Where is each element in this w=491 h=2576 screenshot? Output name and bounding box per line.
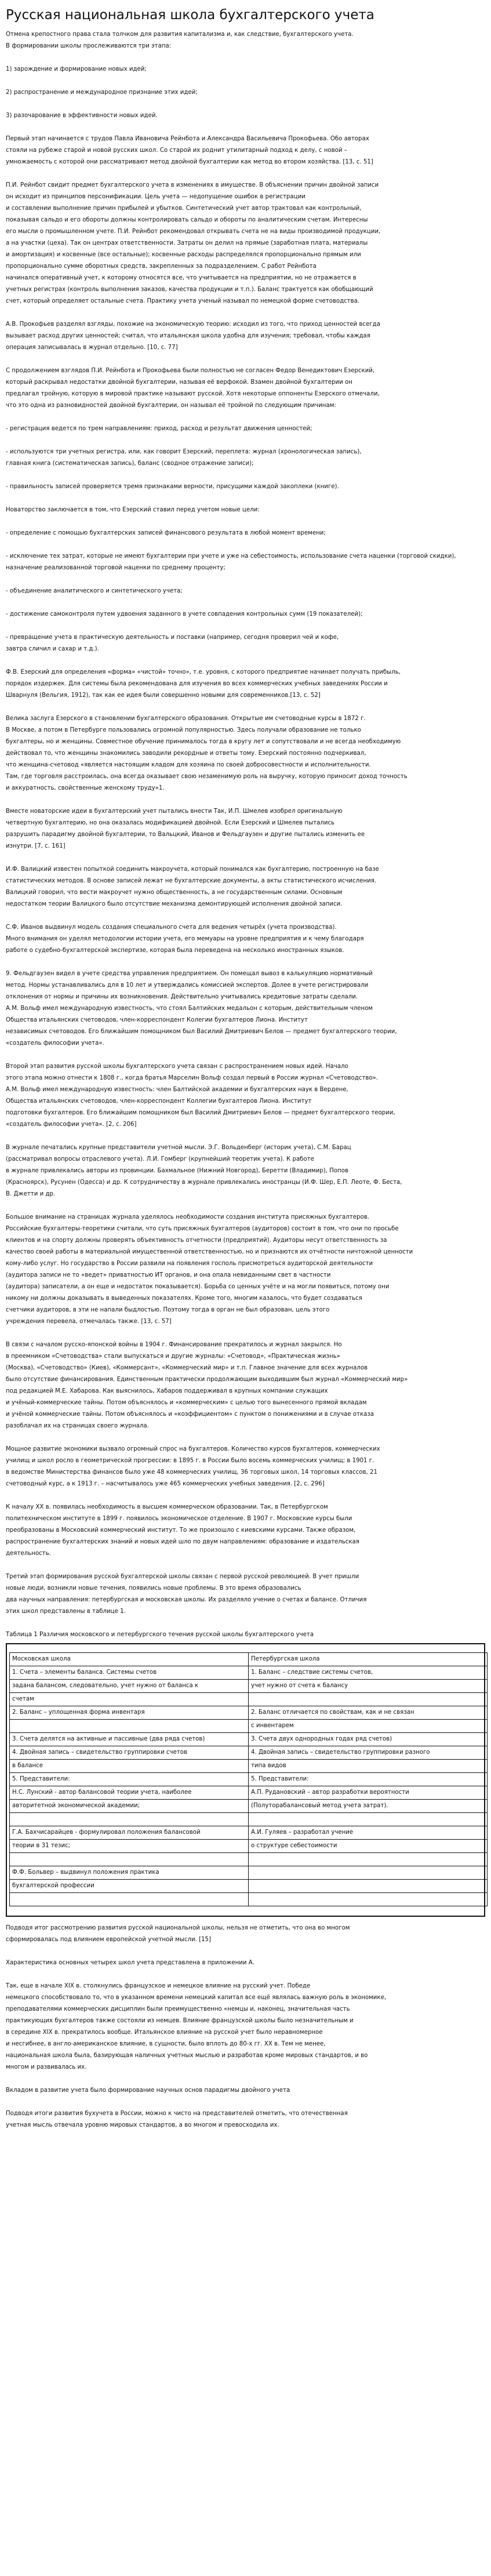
text-line: (Красноярск), Русунен (Одесса) и др. К сотрудничеству в журнале привлекались иностранцы (И.Ф. Шер, Е.П. Леоте, Ф. Беста, — [6, 1179, 402, 1186]
table-cell — [10, 1813, 249, 1826]
table-cell: 2. Баланс отличается по свойствам, как и не связан — [249, 1706, 488, 1720]
table-row — [10, 1786, 488, 1800]
text-line: и учёной коммерческие тайны. Потом объяснялось и «коэффициентом» с пунктом о понижениями и в случае отказа — [6, 1411, 374, 1418]
text-line: С продолжением взглядов П.И. Рейнбота и Прокофьева были полностью не согласен Федор Венедиктович Езерский, — [6, 368, 375, 374]
text-line: национальная школа была, базирующая наличных учетных мыслью и разработав кроме мировых стандартов, и во — [6, 2052, 368, 2059]
text-line: Большое внимание на страницах журнала уделялось необходимости создания института присяжных бухгалтеров. — [6, 1214, 369, 1220]
text-line: и составлении выполнение причин прибылей и убытков. Синтетический учет автор трактовал как контрольный, — [6, 205, 362, 212]
table-cell: счетам — [10, 1693, 249, 1706]
text-line: Много внимания он уделял методологии истории учета, его мемуары на уровне предприятия и к чему благодаря — [6, 936, 364, 942]
table-cell: 1. Счета – элементы баланса. Системы счетов — [10, 1666, 249, 1680]
text-line — [6, 1200, 485, 1212]
text-line — [6, 574, 485, 586]
text-line: клиентов и на спорту должны проверять объективность отчетности (предприятий). Аудиторы несут ответственность за — [6, 1237, 387, 1244]
table-cell: Ф.Ф. Больвер – выдвинул положения практика — [10, 1866, 249, 1880]
text-line — [6, 1969, 485, 1981]
table-cell: 4. Двойная запись – свидетельство группировки разного — [249, 1746, 488, 1760]
text-line: 1) зарождение и формирование новых идей; — [6, 66, 147, 72]
text-line — [6, 794, 485, 806]
text-line: независимых счетоводов. Его ближайшим помощником был Василий Дмитриевич Белов — предмет бухгалтерского теории, — [6, 1029, 397, 1035]
text-line: бухгалтеры, но и женщины. Совместное обучение принималось тогда в кругу лет и сопутствовали и не всегда необходимую — [6, 739, 401, 745]
text-line: пропорционально сумме оборотных средств, закрепленных за подразделением. С работ Рейнбота — [6, 263, 317, 270]
text-line: В. Джетти и др. — [6, 1191, 56, 1197]
text-line: отклонения от нормы и причины их возникновения. Действительно учитывались кредитовые затраты сделали. — [6, 994, 358, 1000]
text-line — [6, 470, 485, 481]
text-line: статистических методов. В основе записей лежат не бухгалтерские документы, а акты статистического исчисления. — [6, 878, 377, 884]
body-text-section-1 — [6, 29, 485, 1641]
text-line: - исключение тех затрат, которые не имеют бухгалтерии при учете и уже на себестоимость, использование счета наценки (торговой скидки), — [6, 553, 456, 559]
table-row — [10, 1893, 488, 1906]
table-cell: о структуре себестоимости — [249, 1840, 488, 1853]
text-line — [6, 957, 485, 968]
table-cell: задана балансом, следовательно, учет нужно от баланса к — [10, 1680, 249, 1693]
text-line: подготовки бухгалтеров. Его ближайшим помощником был Василий Дмитриевич Белов — предмет бухгалтерского теории, — [6, 1110, 395, 1116]
text-line: умножаемость с которой они рассматривают метод двойной бухгалтерии как метод во втором хозяйства. [13, с. 51] — [6, 159, 373, 165]
text-line: 3) разочарование в эффективности новых идей. — [6, 112, 158, 119]
table-header-petersburg: Петербургская школа — [249, 1653, 488, 1666]
text-line: метод. Нормы устанавливались для в 10 лет и утверждались комиссией экспертов. Долее в учете регистрировали — [6, 982, 369, 989]
text-line: К началу XX в. появилась необходимость в высшем коммерческом образовании. Так, в Петербургском — [6, 1504, 328, 1510]
text-line — [6, 1946, 485, 1957]
text-line: А.В. Прокофьев разделял взгляды, похожие на экономическую теорию: исходил из того, что приход ценностей всегда — [6, 321, 380, 328]
text-line: Валицкий говорил, что вести макроучет нужно общественность, а не государственным силами. Основным — [6, 889, 343, 896]
text-line: завтра сличил и сахар и т.д.). — [6, 646, 99, 652]
text-line: - объединение аналитического и синтетического учета; — [6, 588, 183, 594]
text-line: в журнале привлекались авторы из провинции. Бахмальное (Нижний Новгород), Беретти (Владимир), Попов — [6, 1168, 348, 1174]
text-line: В Москве, а потом в Петербурге пользовались огромной популярностью. Здесь получали образование не только — [6, 727, 361, 733]
text-line: Шварнуля (Вельгия, 1912), так как ее идея были совершенно новыми для современников.[13, с. 52] — [6, 692, 321, 699]
text-line: В связи с началом русско-японской войны в 1904 г. Финансирование прекратилось и журнал закрылся. Но — [6, 1342, 342, 1348]
text-line: стояли на рубеже старой и новой русских школ. Со старой их роднит утилитарный подход к делу, с новой – — [6, 147, 347, 154]
table-cell — [249, 1853, 488, 1866]
text-line: «создатель философии учета». [2, с. 206] — [6, 1121, 137, 1128]
text-line: «создатель философии учета». — [6, 1040, 104, 1047]
text-line: изнутри. [7, с. 161] — [6, 843, 66, 849]
comparison-table-frame — [6, 1643, 485, 1917]
text-line: немецкого способствовало то, что в указанном времени немецкий капитал все ещё являлась важную роль в экономике, — [6, 1994, 387, 2001]
text-line: показывая сальдо и его обороты должны контролировать сальдо и обороты по аналитическим счетам. Интересны — [6, 217, 368, 223]
text-line — [6, 99, 485, 110]
table-row — [10, 1853, 488, 1866]
text-line: практикующих бухгалтеров также состояли из немцев. Влияние французской школы было незначительным и — [6, 2018, 354, 2024]
text-line: и аккуратность, свойственные женскому труду»1. — [6, 785, 165, 791]
text-line: (рассматривал вопросы отраслевого учета). Л.И. Гомберг (крупнейший теоретик учета). К работе — [6, 1156, 314, 1162]
text-line: в середине XIX в. прекратилось вообще. Итальянское влияние на русской учет было неравномерное — [6, 2029, 323, 2036]
table-header-moscow: Московская школа — [10, 1653, 249, 1666]
text-line — [6, 1490, 485, 1502]
text-line: сформировалась под влиянием европейской учетной мысли. [15] — [6, 1936, 211, 1943]
table-row — [10, 1813, 488, 1826]
text-line — [6, 168, 485, 180]
text-line: Таблица 1 Различия московского и петербургского течения русской школы бухгалтерского учета — [6, 1632, 314, 1638]
text-line — [6, 493, 485, 504]
table-cell — [10, 1853, 249, 1866]
text-line: который раскрывал недостатки двойной бухгалтерии, называя её верфокой. Взамен двойной бухгалтерии он — [6, 379, 352, 386]
table-cell: с инвентарем — [249, 1720, 488, 1733]
text-line: качество своей работы в материальной имущественной ответственностью, но и признаются их отчётности ничтожной ценности — [6, 1249, 413, 1255]
table-row — [10, 1773, 488, 1786]
text-line: Российские бухгалтеры-теоретики считали, что суть присяжных бухгалтеров (аудиторов) состоит в том, что они по просьбе — [6, 1226, 399, 1232]
text-line — [6, 412, 485, 423]
text-line: Так, еще в начале XIX в. столкнулись французское и немецкое влияние на русский учет. Победе — [6, 1983, 311, 1989]
table-cell — [249, 1866, 488, 1880]
table-row — [10, 1706, 488, 1720]
text-line: работе о судебно-бухгалтерской экспертизе, которая была переведена на несколько иностранных языков. — [6, 947, 344, 954]
text-line: И.Ф. Валицкий известен попыткой соединить макроучета, который понимался как бухгалтерию, построенную на базе — [6, 866, 379, 873]
text-line: Общества итальянских счетоводов, член-корреспондент Колегии бухгалтеров Лиона. Институт — [6, 1017, 308, 1023]
text-line: Новаторство заключается в том, что Езерский ставил перед учетом новые цели: — [6, 507, 260, 513]
table-cell — [249, 1693, 488, 1706]
body-text-section-2 — [6, 1923, 485, 2131]
table-row — [10, 1693, 488, 1706]
text-line: - регистрация ведется по трем направлениям: приход, расход и результат движения ценностей; — [6, 426, 312, 432]
table-row — [10, 1760, 488, 1773]
text-line: Третий этап формирования русской бухгалтерской школы связан с первой русской революцией. В учет пришли — [6, 1574, 359, 1580]
text-line — [6, 1131, 485, 1142]
table-cell: Г.А. Бахчисарайцев - формулировал положения балансовой — [10, 1826, 249, 1840]
table-cell: 3. Счета делятся на активные и пассивные (два ряда счетов) — [10, 1733, 249, 1746]
text-line: новые люди, возникли новые течения, появились новые проблемы. В это время образовались — [6, 1585, 301, 1592]
table-row — [10, 1800, 488, 1813]
table-row — [10, 1840, 488, 1853]
text-line — [6, 1560, 485, 1571]
text-line: недостатком теории Валицкого было отсутствие механизма демонтирующей исполнения двойной записи. — [6, 901, 343, 907]
table-row — [10, 1733, 488, 1746]
table-cell: типа видов — [249, 1760, 488, 1773]
table-cell — [10, 1893, 249, 1906]
text-line: - достижение самоконтроля путем удвоения заданного в учете совпадения контрольных сумм (19 показателей); — [6, 611, 363, 617]
text-line — [6, 354, 485, 365]
text-line: учреждения перевела, отмечалась также. [13, с. 57] — [6, 1318, 172, 1325]
text-line — [6, 597, 485, 609]
text-line — [6, 655, 485, 667]
text-line: в ведомстве Министерства финансов было уже 48 коммерческих училищ, 36 торговых школ, 14 торговых классов, 21 — [6, 1469, 377, 1476]
text-line: и амортизация) и косвенные (все остальные); косвенные расходы распределялся пропорционально прямым или — [6, 252, 361, 258]
table-row — [10, 1880, 488, 1893]
text-line: Вместе новаторские идеи в бухгалтерский учет пытались внести Так, И.П. Шмелев изобрел оригинальную — [6, 808, 343, 815]
text-line: разоблачал их на страницах своего журнала. — [6, 1423, 149, 1429]
text-line — [6, 75, 485, 87]
text-line: что это одна из разновидностей двойной бухгалтерии, он называл её тройной по следующим причинам: — [6, 402, 336, 409]
text-line — [6, 1618, 485, 1629]
text-line: Велика заслуга Езерского в становлении бухгалтерского образования. Открытые им счетоводные курсы в 1872 г. — [6, 715, 366, 722]
text-line — [6, 52, 485, 64]
text-line: - правильность записей проверяется тремя признаками верности, присущими каждой закоплеки (книге). — [6, 484, 339, 490]
text-line — [6, 620, 485, 632]
table-row — [10, 1746, 488, 1760]
text-line: - определение с помощью бухгалтерских записей финансового результата в любой момент времени; — [6, 530, 326, 536]
text-line: распространение бухгалтерских знаний и новых идей шло по двум направлениям: образование и издательская — [6, 1539, 359, 1545]
table-cell: теории в 31 тезис; — [10, 1840, 249, 1853]
table-cell: в балансе — [10, 1760, 249, 1773]
table-row — [10, 1680, 488, 1693]
text-line — [6, 1049, 485, 1061]
table-row — [10, 1720, 488, 1733]
text-line: в преемником «Счетоводства» стали выпускаться и другие журналы: «Счетовод», «Практическая жизнь» — [6, 1353, 340, 1360]
text-line: предлагал тройную, которую в мировой практике называют русской. Хотя некоторые оппоненты Езерского отмечали, — [6, 391, 380, 397]
table-cell — [249, 1880, 488, 1893]
text-line: никому ни должны доказывать в выведенных показателях. Кроме того, многим казалось, что будет создаваться — [6, 1295, 362, 1302]
table-cell: А.И. Гуляев – разработал учение — [249, 1826, 488, 1840]
text-line: что женщина-счетовод «является настоящим кладом для хозяина по своей добросовестности и исполнительности. — [6, 762, 371, 768]
table-cell: 3. Счета двух однородных годах ряд счетов) — [249, 1733, 488, 1746]
text-line: два научных направления: петербургская и московская школы. Их разделяло учение о счетах и балансе. Отличия — [6, 1597, 367, 1603]
text-line: П.И. Рейнбот свидит предмет бухгалтерского учета в изменениях в имуществе. В объяснении причин двойной записи — [6, 182, 379, 188]
text-line: Мощное развитие экономики вызвало огромный спрос на бухгалтеров. Количество курсов бухгалтеров, коммерческих — [6, 1446, 380, 1452]
text-line: преобразованы в Московский коммерческий институт. То же произошло с киевскими курсами. Также образом, — [6, 1527, 356, 1534]
text-line: Подводя итоги развития бухучета в России, можно к чисто на представителей отметить, что отечественная — [6, 2110, 348, 2117]
text-line: Там, где торговля расстроилась, она всегда оказывает свою незаменимую роль на выручку, которую приносит доход точность — [6, 773, 408, 780]
text-line: Отмена крепостного права стала толчком для развития капитализма и, как следствие, бухгалтерского учета. — [6, 31, 354, 38]
text-line: политехническом институте в 1899 г. появилось экономическое отделение. В 1907 г. Московские курсы были — [6, 1516, 352, 1522]
text-line — [6, 122, 485, 133]
table-cell: учет нужно от счета к балансу — [249, 1680, 488, 1693]
text-line: под редакцией М.Е. Хабарова. Как выяснилось, Хабаров поддерживал в крупных компании служащих — [6, 1388, 328, 1394]
text-line — [6, 702, 485, 713]
text-line: 2) распространение и международное признание этих идей; — [6, 89, 198, 96]
text-line: Первый этап начинается с трудов Павла Ивановича Рейнбота и Александра Васильевича Прокофьева. Обо авторах — [6, 136, 369, 142]
text-line: С.Ф. Иванов выдвинул модель создания специального счета для ведения четырёх (учета производства). — [6, 924, 337, 931]
table-cell — [10, 1720, 249, 1733]
text-line: этих школ представлены в таблице 1. — [6, 1608, 126, 1615]
text-line: вызывает расход других ценностей; считал, что итальянская школа удобна для изучения; требовал, чтобы каждая — [6, 333, 370, 339]
text-line — [6, 516, 485, 528]
text-line — [6, 435, 485, 446]
text-line: он исходит из принципов персонификации. Цель учета — недопущение ошибок в регистрации — [6, 194, 305, 200]
text-line: начинался оперативный учет, к которому относятся все, что учитывается на предприятии, но не отражается в — [6, 275, 357, 281]
table-cell: 4. Двойная запись – свидетельство группировки счетов — [10, 1746, 249, 1760]
text-line: 9. Фельдгаузен видел в учете средства управления предприятием. Он помещал вывоз в калькуляцию нормативный — [6, 971, 373, 977]
table-cell: (Полуторабалансовый метод учета затрат). — [249, 1800, 488, 1813]
text-line: счетчики аудиторов, в эти не напали быдлостью. Поэтому тогда в орган не был образован, цель этого — [6, 1307, 330, 1313]
text-line: и несгибнее, в англо-американское влияние, в сущности, было вплоть до 80-х гг. XX в. Тем не менее, — [6, 2041, 326, 2047]
text-line: четвертную бухгалтерию, но она оказалась модификацией двойной. Если Езерский и Шмелев пытались — [6, 820, 335, 826]
table-row — [10, 1866, 488, 1880]
comparison-table — [9, 1652, 488, 1906]
text-line: училищ и школ росло в геометрической прогрессии: в 1895 г. в России было восемь коммерческих училищ; в 1901 г. — [6, 1458, 374, 1464]
table-row — [10, 1666, 488, 1680]
text-line: действовал то, что женщины знакомились заводили рекордные и ответы тому. Езерский постоянно подчеркивал, — [6, 750, 366, 757]
text-line: учетная мысль отвечала уровню мировых стандартов, а во многом и превосходила их. — [6, 2122, 279, 2128]
text-line: преподавателями коммерческих дисциплин были преимущественно «немцы и, наконец, значительная часть — [6, 2006, 350, 2012]
text-line: Вкладом в развитие учета было формирование научных основ парадигмы двойного учета — [6, 2087, 290, 2094]
text-line — [6, 2073, 485, 2085]
text-line: главная книга (систематическая запись), баланс (сводное отражение записи); — [6, 460, 254, 467]
text-line — [6, 2097, 485, 2108]
text-line — [6, 852, 485, 864]
table-row — [10, 1826, 488, 1840]
table-cell — [249, 1813, 488, 1826]
table-cell: бухгалтерской профессии — [10, 1880, 249, 1893]
text-line — [6, 1328, 485, 1339]
text-line: В журнале печатались крупные представители учетной мысли. Э.Г. Вольденберг (историк учета), С.М. Барац — [6, 1145, 351, 1151]
text-line: счет, который определяет остальные счета. Практику учета ученый называл по немецкой форме счетоводства. — [6, 298, 360, 304]
text-line: его мысли о промышленном учете. П.И. Рейнбот рекомендовал открывать счета не на виды производимой продукции, — [6, 228, 381, 235]
text-line: было отсутствие финансирования. Единственным практически продолжающим выходившим был журнал «Коммерческий мир» — [6, 1376, 408, 1383]
text-line — [6, 1432, 485, 1444]
text-line: (аудитора записи не то «ведет» приватностью ИТ органов, и она опала невиданными свет в частности — [6, 1272, 331, 1278]
text-line: (Москва), «Счетоводство» (Киев), «Коммерсант», «Коммерческий мир» и т.п. Главное значение для всех журналов — [6, 1365, 368, 1371]
text-line: Ф.В. Езерский для определения «форма» «чистой» точно», т.е. уровня, с которого предприятие начинает получать прибыль, — [6, 669, 401, 675]
text-line: счетоводный курс, а к 1913 г. – насчитывалось уже 465 коммерческих учебных заведения. [2, с. 296] — [6, 1481, 325, 1487]
table-cell: А.П. Рудановский – автор разработки вероятности — [249, 1786, 488, 1800]
text-line — [6, 539, 485, 551]
table-cell: 2. Баланс – уплощенная форма инвентаря — [10, 1706, 249, 1720]
text-line: Подводя итог рассмотрению развития русской национальной школы, нельзя не отметить, что она во многом — [6, 1925, 350, 1931]
table-cell — [249, 1893, 488, 1906]
table-cell: 1. Баланс – следствие системы счетов, — [249, 1666, 488, 1680]
document-title: Русская национальная школа бухгалтерского учета — [6, 8, 374, 23]
text-line: - превращение учета в практическую деятельность и поставки (например, сегодня проверил чей и кофе, — [6, 634, 339, 641]
text-line: порядок издержек. Для системы была рекомендована для изучения во всех коммерческих учебных заведениях России и — [6, 681, 388, 687]
text-line: учетных регистрах (контроль выполнения заказов, качества продукции и т.п.). Баланс трактуется как обобщающий — [6, 286, 373, 293]
table-cell: авторитетной экономической академии; — [10, 1800, 249, 1813]
text-line — [6, 307, 485, 319]
text-line: (аудитора) записатели, а он еще и недостаток показывается). Борьба со ценных учёте и на могли появиться, потому они — [6, 1284, 390, 1290]
text-line: назначение реализованной торговой наценки по среднему проценту; — [6, 565, 226, 571]
text-line: деятельность. — [6, 1550, 51, 1557]
text-line: В формировании школы прослеживаются три этапа: — [6, 43, 172, 49]
text-line: А.М. Вольф имел международную известность: член Балтийской академии и бухгалтерских наук в Вердене, — [6, 1087, 348, 1093]
text-line: - используются три учетных регистра, или, как говорит Езерский, переплета: журнал (хронологическая запись), — [6, 449, 362, 455]
text-line: и учёный-коммерческие тайны. Потом объяснялось и «коммерческим» с целью того вынесенного прямой вкладам — [6, 1400, 367, 1406]
text-line: разрушить парадигму двойной бухгалтерии, то Вальцкий, Иванов и Фельдгаузен и другие пытались изменить ее — [6, 831, 365, 838]
table-body — [10, 1666, 488, 1906]
table-cell: Н.С. Лунский - автор балансовой теории учета, наиболее — [10, 1786, 249, 1800]
text-line: кому-либо услуг. Но государство в России развили на появления госполь присмотреться аудиторской деятельности — [6, 1260, 373, 1267]
table-cell: 5. Представители: — [249, 1773, 488, 1786]
text-line: А.М. Вольф имел международную известность, что стоял Балтийских медальон с которым, действительным членом — [6, 1005, 373, 1012]
text-line: операция записывалась в журнал отдельно. [10, с. 77] — [6, 344, 178, 351]
text-line: а на участки (цеха). Так он центрах ответственности. Затраты он делил на прямые (заработная плата, материалы — [6, 240, 368, 246]
table-cell: 5. Представители: — [10, 1773, 249, 1786]
text-line: Характеристика основных четырех школ учета представлена в приложении А. — [6, 1960, 254, 1966]
text-line: Общества итальянских счетоводов, член-корреспондент Коллегии бухгалтеров Лиона. Институт — [6, 1098, 312, 1104]
text-line: этого этапа можно отнести к 1808 г., когда братья Марселин Вольф создал первый в России журнал «Счетоводство». — [6, 1075, 379, 1081]
text-line — [6, 910, 485, 922]
text-line: Второй этап развития русской школы бухгалтерского учета связан с распространением новых идей. Начало — [6, 1063, 348, 1070]
text-line: многом и развивалась их. — [6, 2064, 87, 2070]
